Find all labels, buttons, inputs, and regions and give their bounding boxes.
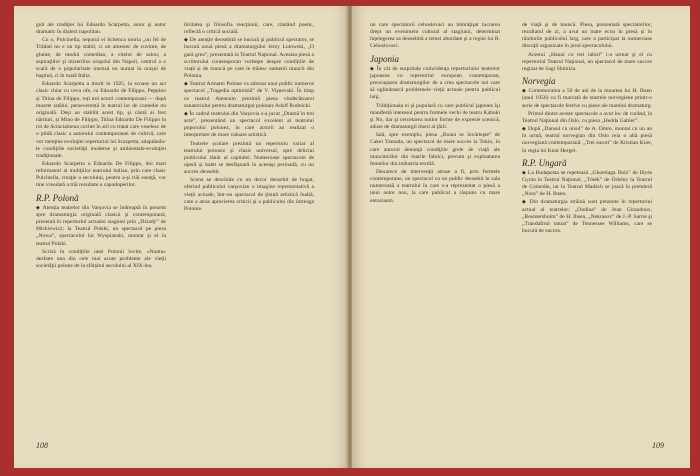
left-column-1 [36, 22, 166, 271]
left-page [14, 6, 348, 468]
paragraph: Acestui „Hanul cu trei iubiri” i-a urmat şi el cu repertoriul Teatrul Naţional, un spectacol de mare succes regizat de Sagi Shimizu. [522, 51, 652, 72]
section-heading-polonia: R.P. Polonă [36, 192, 79, 203]
paragraph: Eduardo Scarpetta o Eduardo De Filippo, doi mari reformatori ai tradiţiilor teatrului italian, prin care clasic Pulcinella, creaţie a secolului, pentru a-şi trăi esenţă, vor tine vreodată a trăi rezultate a capodoperilor. [36, 160, 166, 189]
paragraph: Trădiţionala ei şi populară cu care publicul japonez îşi manifestă interesul pentru formele vechi de teatru Kabuki şi No, dar şi cercetarea noilor forme de expresie scenică, aduse de dramaturgii tineri ai ţării. [370, 102, 500, 131]
paragraph: ibritatea şi filosofia reacţiunii, care, cântând poetic, reflectă o critică socială. [184, 22, 314, 36]
paragraph: ◆ În cât de surprinde coincidenţa repertoriului teatrelor japoneze cu repertoriul european contemporan, preocuparea dramaturgilor de a crea spectacole noi care să oglindească problemele vieţii actuale pentru publicul larg. [370, 66, 500, 102]
paragraph: un care spectatorii cehoslovaci au îmbrăţişat lucrarea drept un eveniment cultural al stagiunii, determinat înţelegerea sa deosebită a temei abordate şi a regiei lui R. Cehoslovaci. [370, 22, 500, 50]
paragraph: Scrisă în condiţiile unei Polonii lovite, «Nunta» dezbate una din cele mai acute probleme ale vieţii societăţii polone de la sfârşitul secolului al XIX-lea. [36, 248, 166, 269]
paragraph: ◆ De atenţie deosebită se bucură şi publicul spectator, se bucură nouă piesă a dramaturgului Jerzy Lutowski, „O gară grea”, prezentată la Teatrul Naţional. Aceasta piesă a scriitorului contemporan vorbeşte despre condițiile de viață și de muncă pe care le trăiesc oamenii muncii din Polonia. [184, 37, 314, 80]
right-column-2 [522, 22, 652, 236]
paragraph: gub ale tradiţiei lui Eduardo Scarpetta, autor şi autor dramatic în dialect napolitan. [36, 22, 166, 36]
section-heading-ungaria: R.P. Ungară [522, 157, 567, 168]
section-heading-japonia: Japonia [370, 53, 399, 64]
paragraph: Scena se deschide cu un decor deosebit de bogat, oferind publicului varşovian o imagine reprezentativă a vieţii actuale, într-un spectacol de ţinută artistică înaltă, care a atras aprecierea criticii şi a publicului din întreaga Polonie. [184, 177, 314, 212]
right-column-1 [370, 22, 500, 206]
paragraph: de viaţă şi de muncă. Piesa, prezentată spectatorilor, rezultatul de zi, a avut un mare ecou în presă și în rândurile publicului larg, care a participat la numeroase discuţii organizate în jurul spectacolului. [522, 22, 652, 50]
left-column-2 [184, 22, 314, 214]
paragraph: ◆ În cadrul teatrului din Varșovia s-a jucat „Dramă în trei acte”, prezentând un spectacol excelent al teatrului poporului polonez, în care actorii au realizat o interpretare de mare valoare artistică. [184, 111, 314, 140]
paragraph: Primul dintre aceste spectacole a avut loc de curând, la Teatrul Naţional din Oslo, cu piesa „Hedda Gabler”. [522, 110, 652, 124]
section-heading-norvegia: Norvegia [522, 76, 556, 87]
paragraph: Cu o, Pulcinella, neputul ei Schenca moria „un fel de Trădati nu e un tip stabil, ci un amestec de cuvinte, de glume, de modul comedian, a vitelor de salon; a aspiraţiilor şi mizeriilor oraşului din Napoli, centrul a o scară de o popularitate imensă nu numai în orașul de baştină, ci în toată Italia. [36, 37, 166, 80]
page-number-right: 109 [652, 441, 664, 450]
paragraph: Teatrele şcolare prezintă un repertoriu variat al teatrului polonez şi clasic universal, spre deliciul publicului tânăr al capitalei. Numeroase spectacole de operă şi balet se desfăşoară în aceeaşi perioadă, cu un succes deosebit. [184, 140, 314, 176]
paragraph: ◆ La Budapesta se repetează „Ghoetiaga Dolz” de Illyés Gyula la Teatrul Naţional, „Tóték” de Örkény la Teatrul de Comedie, iar la Teatrul Madách se joacă în premieră „Nora” de H. Ibsen. [522, 170, 652, 199]
paragraph: ◆ Din dramaturgia străină sunt prezente în repertoriul actual al teatrelor: „Ondina” de Jean Giraudoux, „Rosmersholm” de H. Ibsen, „Nekrasov” de J.-P. Sartre şi „Trandafirul tatuat” de Tennessee Williams, care se bucură de succes. [522, 199, 652, 235]
paragraph: Eduardo Scarpetta a murit în 1925, la scoase un act clasic chiar cu ceva ofe, ca Edoardo de Filippo, Peppino și Titina de Filippo, toți trei actori contemporani — după moarte tatălui, perseverență în teatrul lor de comedie nu originală. Deşi au stabilit acest tip, şi cântă ai fost nărituri, și Mino de Filippo, Titina Edoardo De Filippo în rol de Scinciamena cochet în stil cu tratat care veselesc de o pildă clasic a autorului contemporanei de cultivă, care vor menţine evoluţiei repertoriul lui Scarpetta, adaptându-le condiţiile societăţii moderne şi ambientale-evoluţiei tradiţionale. [36, 81, 167, 159]
paragraph: ◆ Teatrul Armatei Polone va adresat unui public numeros spectacol „Tragedia optimistă” de V. Vişnevski. În timp ce teatrul Ateneum prezintă piesa vindecătoarei sanatoriului pentru dramaturgul polonez Adolf Rudnicki. [184, 81, 314, 110]
page-number-left: 108 [36, 441, 48, 450]
paragraph: ◆ După „Dansul cu ursul” de A. Omre, montat cu un an în urmă, teatrul norvegian din Oslo reia o altă piesă norvegiană contemporană: „Trei surori” de Kristian Kiær, în regia lui Knut Hergel. [522, 126, 652, 155]
paragraph: ◆ Comemorarea a 50 de ani de la moartea lui H. Ibsen (anul 1956) va fi marcată de teatrele norvegiene printr-o serie de spectacole festive cu piese ale marelui dramaturg. [522, 88, 652, 109]
right-page [352, 6, 690, 468]
paragraph: ◆ Atenția teatrelor din Varșovia se îndreaptă în prezent spre dramaturgia originală clasică şi contemporană, prezentă în repertoriul actualei stagiuni prin „Dziady” de Mickiewicz; la Teatrul Polski, un spectacol pe piesa „Nowa”, spectacolul lui Wyspianski, montat şi el la teatrul Polski. [36, 205, 166, 248]
paragraph: Deoarece de intervenţii atrase a fi, prin formele contemporane, un spectacol cu un public deosebit în sala numeroasă a teatrului în care s-a reprezentat o piesă a unui autor nou, la care publicul a răspuns cu mare entuziasm. [370, 168, 500, 204]
paragraph: Iată, spre exemplu, piesa „Roata se învârteşte” de Cakei Yamada, un spectacol de mare succes la Tokio, în care autorul denunţă condiţiile grele de viaţă ale muncitorilor din marile fabrici, precum şi exploatarea femeilor din industria textilă. [370, 132, 500, 167]
